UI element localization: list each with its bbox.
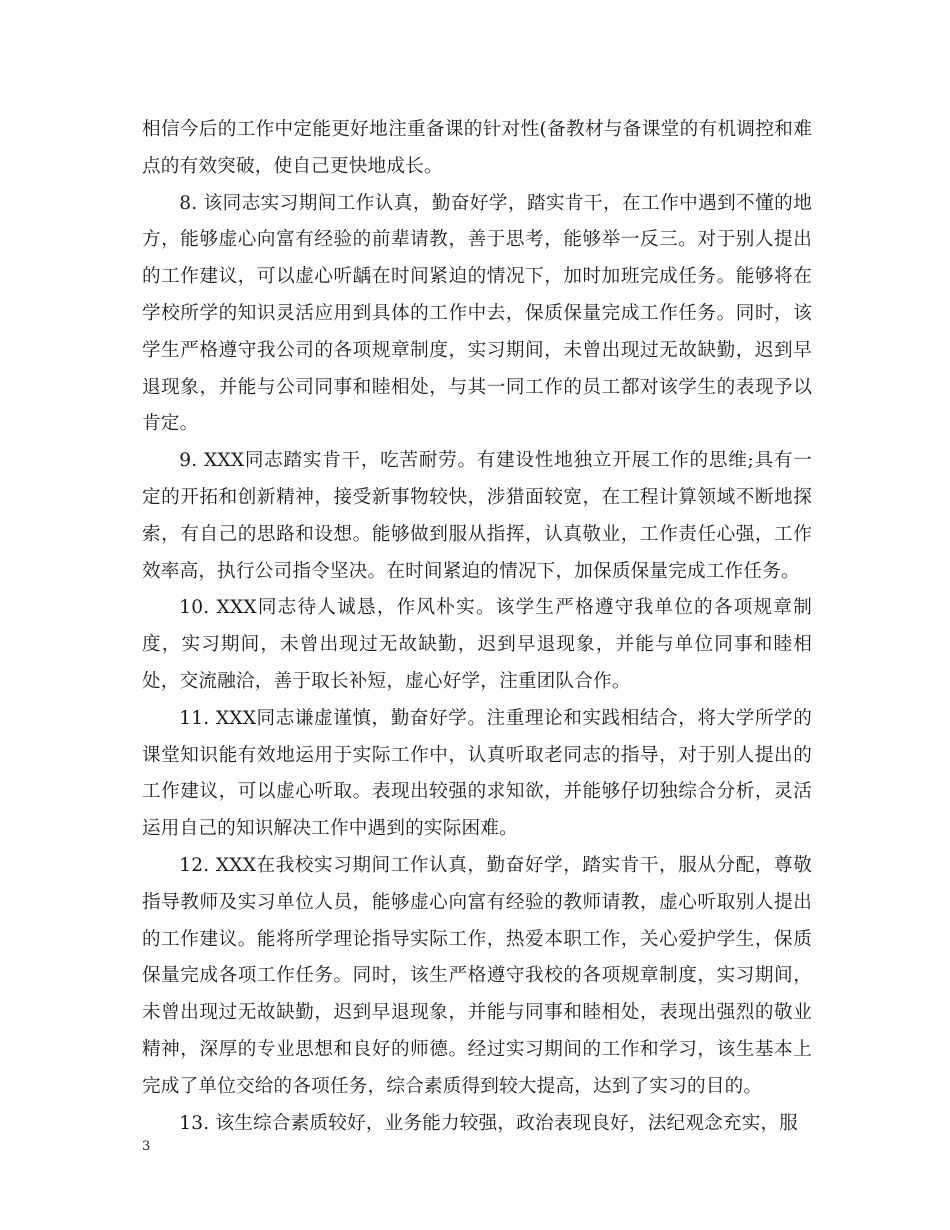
paragraph-item-10: 10. XXX同志待人诚恳，作风朴实。该学生严格遵守我单位的各项规章制度，实习期间，未曾出现过无故缺勤，迟到早退现象，并能与单位同事和睦相处，交流融洽，善于取长补短，虚心好学，注重团队合作。 bbox=[142, 597, 812, 692]
paragraph-item-8: 8. 该同志实习期间工作认真，勤奋好学，踏实肯干，在工作中遇到不懂的地方，能够虚心向富有经验的前辈请教，善于思考，能够举一反三。对于别人提出的工作建议，可以虚心听龋在时间紧迫的情况下，加时加班完成任务。能够将在学校所学的知识灵活应用到具体的工作中去，保质保量完成工作任务。同时，该学生严格遵守我公司的各项规章制度，实习期间，未曾出现过无故缺勤，迟到早退现象，并能与公司同事和睦相处，与其一同工作的员工都对该学生的表现予以肯定。 bbox=[142, 192, 812, 435]
document-body bbox=[142, 112, 812, 1142]
paragraph-item-13: 13. 该生综合素质较好，业务能力较强，政治表现良好，法纪观念充实，服 bbox=[179, 1112, 799, 1134]
paragraph-continuation: 相信今后的工作中定能更好地注重备课的针对性(备教材与备课堂的有机调控和难点的有效突破，使自己更快地成长。 bbox=[142, 119, 812, 177]
paragraph-item-12: 12. XXX在我校实习期间工作认真，勤奋好学，踏实肯干，服从分配，尊敬指导教师及实习单位人员，能够虚心向富有经验的教师请教，虚心听取别人提出的工作建议。能将所学理论指导实际工作，热爱本职工作，关心爱护学生，保质保量完成各项工作任务。同时，该生严格遵守我校的各项规章制度，实习期间，未曾出现过无故缺勤，迟到早退现象，并能与同事和睦相处，表现出强烈的敬业精神，深厚的专业思想和良好的师德。经过实习期间的工作和学习，该生基本上完成了单位交给的各项任务，综合素质得到较大提高，达到了实习的目的。 bbox=[142, 854, 812, 1097]
page-number: 3 bbox=[142, 1139, 151, 1154]
paragraph-item-9: 9. XXX同志踏实肯干，吃苦耐劳。有建设性地独立开展工作的思维;具有一定的开拓和创新精神，接受新事物较快，涉猎面较宽，在工程计算领域不断地探索，有自己的思路和设想。能够做到服从指挥，认真敬业，工作责任心强，工作效率高，执行公司指令坚决。在时间紧迫的情况下，加保质保量完成工作任务。 bbox=[142, 450, 812, 582]
paragraph-item-11: 11. XXX同志谦虚谨慎，勤奋好学。注重理论和实践相结合，将大学所学的课堂知识能有效地运用于实际工作中，认真听取老同志的指导，对于别人提出的工作建议，可以虚心听取。表现出较强的求知欲，并能够仔切独综合分析，灵活运用自己的知识解决工作中遇到的实际困难。 bbox=[142, 707, 812, 840]
